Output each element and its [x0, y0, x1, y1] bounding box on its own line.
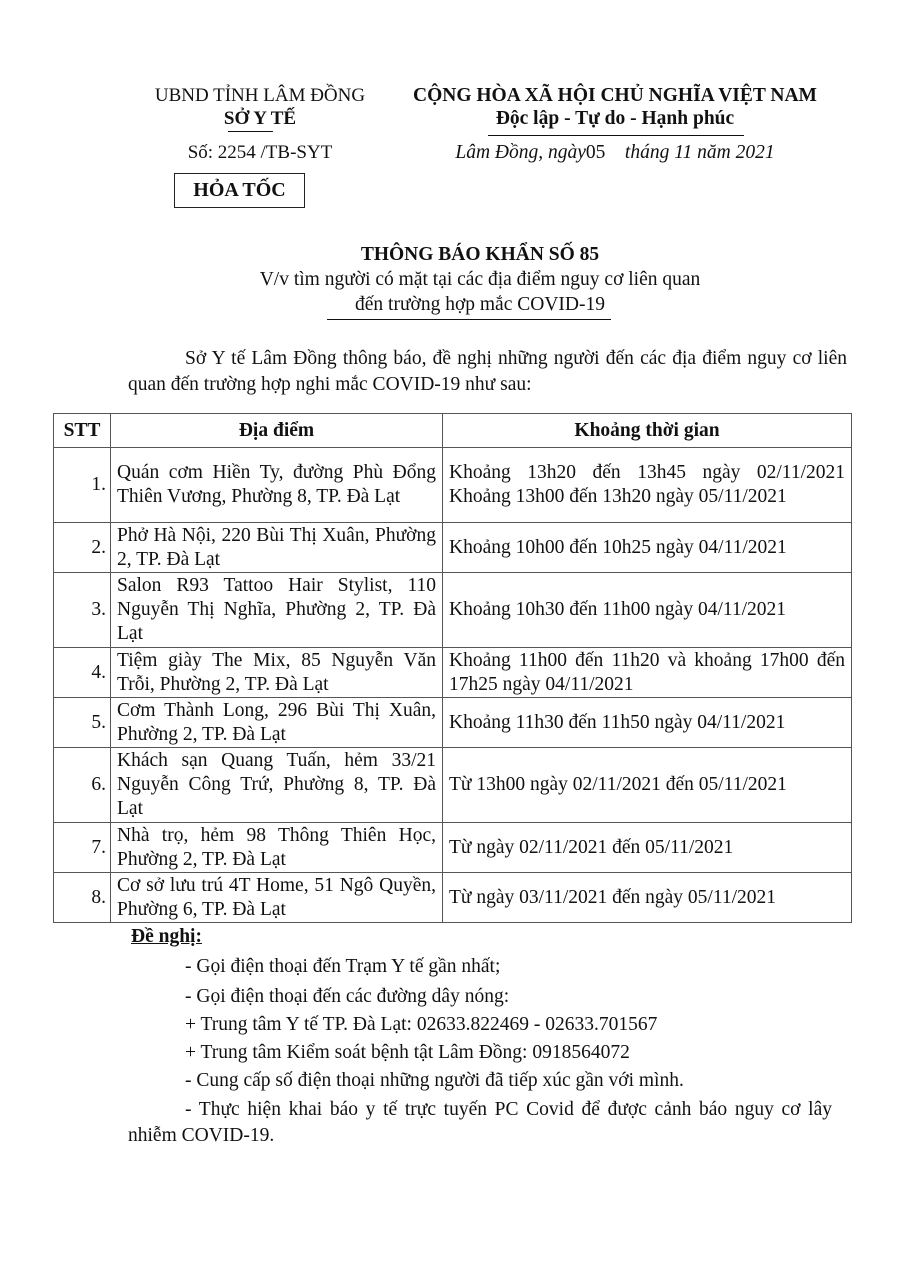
subject-underline — [327, 319, 611, 320]
row-time: Khoảng 11h30 đến 11h50 ngày 04/11/2021 — [443, 698, 852, 748]
row-location: Cơ sở lưu trú 4T Home, 51 Ngô Quyền, Phường 6, TP. Đà Lạt — [111, 873, 443, 923]
hotline-item: + Trung tâm Y tế TP. Đà Lạt: 02633.822469 - 02633.701567 — [185, 1014, 658, 1035]
row-location: Quán cơm Hiền Ty, đường Phù Đổng Thiên Vương, Phường 8, TP. Đà Lạt — [111, 448, 443, 523]
department-name: SỞ Y TẾ — [223, 108, 297, 129]
dateline-place: Lâm Đồng, ngày — [455, 142, 586, 163]
table-row — [54, 748, 852, 823]
recommendation-item: - Gọi điện thoại đến Trạm Y tế gần nhất; — [185, 956, 501, 977]
row-location: Nhà trọ, hẻm 98 Thông Thiên Học, Phường 2, TP. Đà Lạt — [111, 823, 443, 873]
row-location: Khách sạn Quang Tuấn, hẻm 33/21 Nguyễn Công Trứ, Phường 8, TP. Đà Lạt — [111, 748, 443, 823]
table-row — [54, 523, 852, 573]
motto-underline — [488, 135, 744, 136]
row-location: Tiệm giày The Mix, 85 Nguyễn Văn Trỗi, Phường 2, TP. Đà Lạt — [111, 648, 443, 698]
hotline-item: + Trung tâm Kiểm soát bệnh tật Lâm Đồng: 0918564072 — [185, 1042, 630, 1063]
row-number: 2. — [54, 523, 111, 573]
recommendation-item: - Gọi điện thoại đến các đường dây nóng: — [185, 986, 510, 1007]
row-number: 1. — [54, 448, 111, 523]
row-number: 3. — [54, 573, 111, 648]
table-row — [54, 698, 852, 748]
row-number: 5. — [54, 698, 111, 748]
row-number: 4. — [54, 648, 111, 698]
issuing-agency: UBND TỈNH LÂM ĐỒNG — [154, 85, 366, 106]
dateline-day: 05 — [585, 142, 606, 163]
row-time: Từ 13h00 ngày 02/11/2021 đến 05/11/2021 — [443, 748, 852, 823]
table-row — [54, 873, 852, 923]
notice-subject-line-2: đến trường hợp mắc COVID-19 — [355, 294, 605, 315]
row-time: Khoảng 10h30 đến 11h00 ngày 04/11/2021 — [443, 573, 852, 648]
row-time: Khoảng 11h00 đến 11h20 và khoảng 17h00 đến 17h25 ngày 04/11/2021 — [443, 648, 852, 698]
column-header-location: Địa điểm — [111, 414, 443, 448]
intro-paragraph: Sở Y tế Lâm Đồng thông báo, đề nghị những người đến các địa điểm nguy cơ liên quan đến trường hợp nghi mắc COVID-19 như sau: — [128, 348, 847, 395]
row-time — [443, 448, 852, 523]
notice-subject-line-1: V/v tìm người có mặt tại các địa điểm nguy cơ liên quan — [259, 269, 701, 290]
table-row — [54, 648, 852, 698]
risk-locations-table — [53, 413, 852, 923]
row-time-line: Khoảng 13h20 đến 13h45 ngày 02/11/2021 — [449, 462, 845, 483]
row-time: Khoảng 10h00 đến 10h25 ngày 04/11/2021 — [443, 523, 852, 573]
row-number: 6. — [54, 748, 111, 823]
table-row — [54, 823, 852, 873]
row-location: Salon R93 Tattoo Hair Stylist, 110 Nguyễn Thị Nghĩa, Phường 2, TP. Đà Lạt — [111, 573, 443, 648]
table-row — [54, 448, 852, 523]
column-header-stt: STT — [54, 414, 111, 448]
row-time: Từ ngày 03/11/2021 đến ngày 05/11/2021 — [443, 873, 852, 923]
row-time-line: Khoảng 13h00 đến 13h20 ngày 05/11/2021 — [449, 486, 787, 507]
row-location: Phở Hà Nội, 220 Bùi Thị Xuân, Phường 2, TP. Đà Lạt — [111, 523, 443, 573]
table-row — [54, 573, 852, 648]
column-header-time: Khoảng thời gian — [443, 414, 852, 448]
row-location: Cơm Thành Long, 296 Bùi Thị Xuân, Phường 2, TP. Đà Lạt — [111, 698, 443, 748]
national-motto: Độc lập - Tự do - Hạnh phúc — [495, 108, 735, 129]
recommendation-item: - Cung cấp số điện thoại những người đã tiếp xúc gần với mình. — [185, 1070, 684, 1091]
table-header-row — [54, 414, 852, 448]
dateline — [400, 141, 830, 165]
row-number: 7. — [54, 823, 111, 873]
recommendation-item: - Thực hiện khai báo y tế trực tuyến PC Covid để được cảnh báo nguy cơ lây nhiễm COVID-19. — [128, 1099, 832, 1146]
row-number: 8. — [54, 873, 111, 923]
dateline-month-year: tháng 11 năm 2021 — [624, 142, 775, 163]
urgency-label: HỎA TỐC — [193, 179, 286, 201]
row-time: Từ ngày 02/11/2021 đến 05/11/2021 — [443, 823, 852, 873]
national-title: CỘNG HÒA XÃ HỘI CHỦ NGHĨA VIỆT NAM — [413, 85, 817, 106]
urgency-stamp — [174, 173, 305, 208]
document-number: Số: 2254 /TB-SYT — [187, 142, 333, 163]
department-underline — [228, 131, 273, 132]
recommendations-heading: Đề nghị: — [131, 926, 202, 947]
notice-title: THÔNG BÁO KHẨN SỐ 85 — [360, 244, 600, 265]
